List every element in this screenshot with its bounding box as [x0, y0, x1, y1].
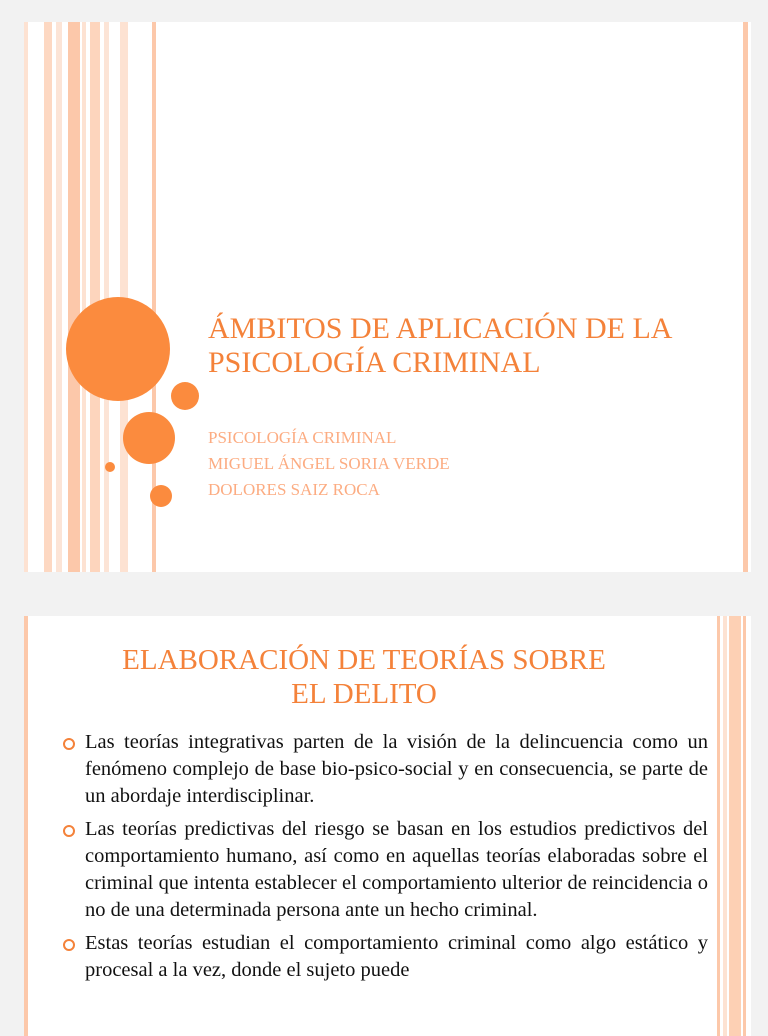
title-slide	[24, 22, 751, 572]
bullet-list	[60, 729, 708, 990]
right-stripe-decoration	[717, 616, 751, 1036]
content-slide	[24, 616, 751, 1036]
slide-title: ÁMBITOS DE APLICACIÓN DE LA PSICOLOGÍA CRIMINAL	[208, 312, 671, 379]
right-stripe-decoration	[743, 22, 751, 572]
title-line-1: ELABORACIÓN DE TEORÍAS SOBRE	[122, 644, 606, 676]
tiny-circle-decoration	[105, 462, 115, 472]
left-stripe-decoration	[24, 616, 32, 1036]
bullet-text: Estas teorías estudian el comportamiento criminal como algo estático y procesal a la vez, donde el sujeto puede	[85, 932, 708, 981]
title-line-2: EL DELITO	[291, 678, 437, 710]
list-item	[60, 729, 708, 810]
slide-title	[64, 643, 664, 711]
subtitle-course: PSICOLOGÍA CRIMINAL	[208, 428, 397, 447]
bullet-text: Las teorías integrativas parten de la visión de la delincuencia como un fenómeno complejo de base bio-psico-social y en consecuencia, se parte de un abordaje interdisciplinar.	[85, 731, 708, 807]
large-circle-decoration	[66, 297, 170, 401]
bullet-text: Las teorías predictivas del riesgo se basan en los estudios predictivos del comportamiento humano, así como en aquellas teorías elaboradas sobre el criminal que intenta establecer el comportamiento ulterior de reincidencia o no de una determinada persona ante un hecho criminal.	[85, 818, 708, 921]
ring-bullet-icon	[63, 738, 75, 750]
left-stripe-decoration	[24, 22, 164, 572]
ring-bullet-icon	[63, 825, 75, 837]
subtitle-author-1: MIGUEL ÁNGEL SORIA VERDE	[208, 454, 450, 473]
list-item	[60, 816, 708, 924]
small-circle-decoration	[171, 382, 199, 410]
subtitle-author-2: DOLORES SAIZ ROCA	[208, 480, 380, 499]
ring-bullet-icon	[63, 939, 75, 951]
list-item	[60, 930, 708, 984]
small-circle-decoration-2	[150, 485, 172, 507]
medium-circle-decoration	[123, 412, 175, 464]
